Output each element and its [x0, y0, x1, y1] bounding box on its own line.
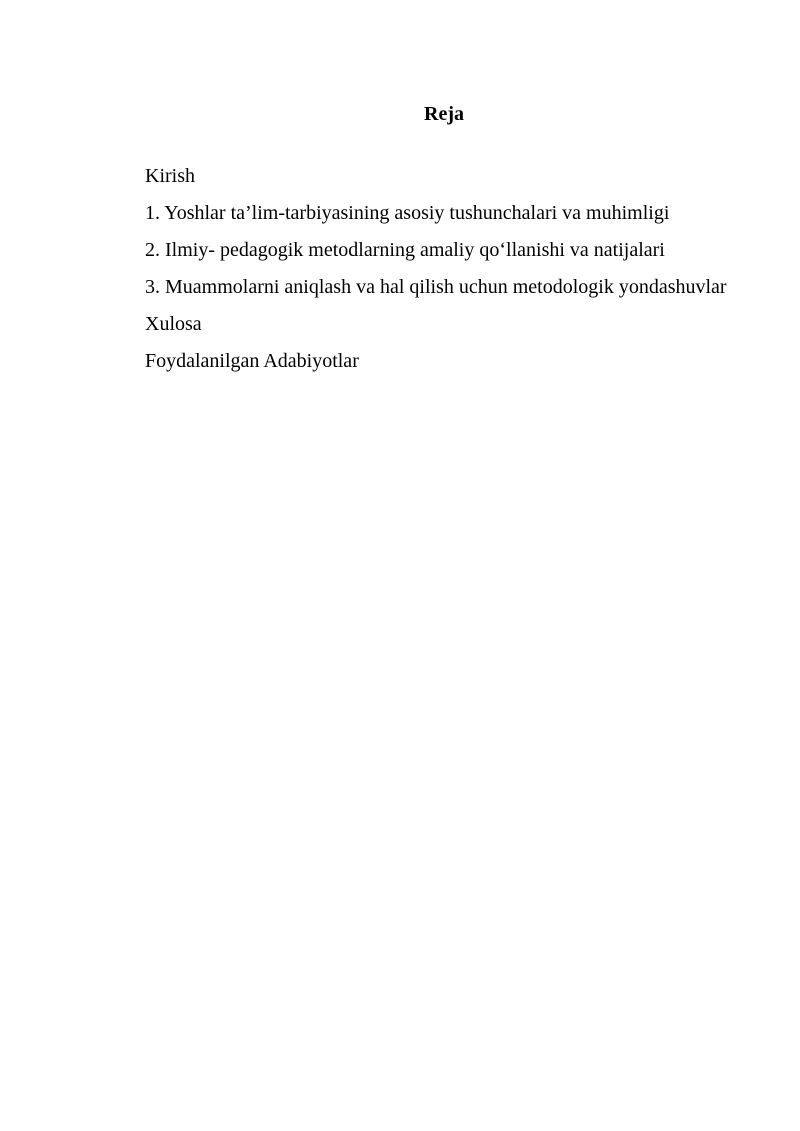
plan-item-introduction: Kirish	[145, 165, 195, 187]
plan-item-3: 3. Muammolarni aniqlash va hal qilish uchun metodologik yondashuvlar	[145, 276, 727, 298]
page-title: Reja	[424, 103, 464, 125]
plan-item-references: Foydalanilgan Adabiyotlar	[145, 350, 359, 372]
plan-list	[113, 158, 741, 380]
plan-item-1: 1. Yoshlar ta’lim-tarbiyasining asosiy tushunchalari va muhimligi	[145, 202, 670, 224]
plan-item-conclusion: Xulosa	[145, 313, 202, 335]
plan-item-2: 2. Ilmiy- pedagogik metodlarning amaliy qo‘llanishi va natijalari	[145, 239, 665, 261]
